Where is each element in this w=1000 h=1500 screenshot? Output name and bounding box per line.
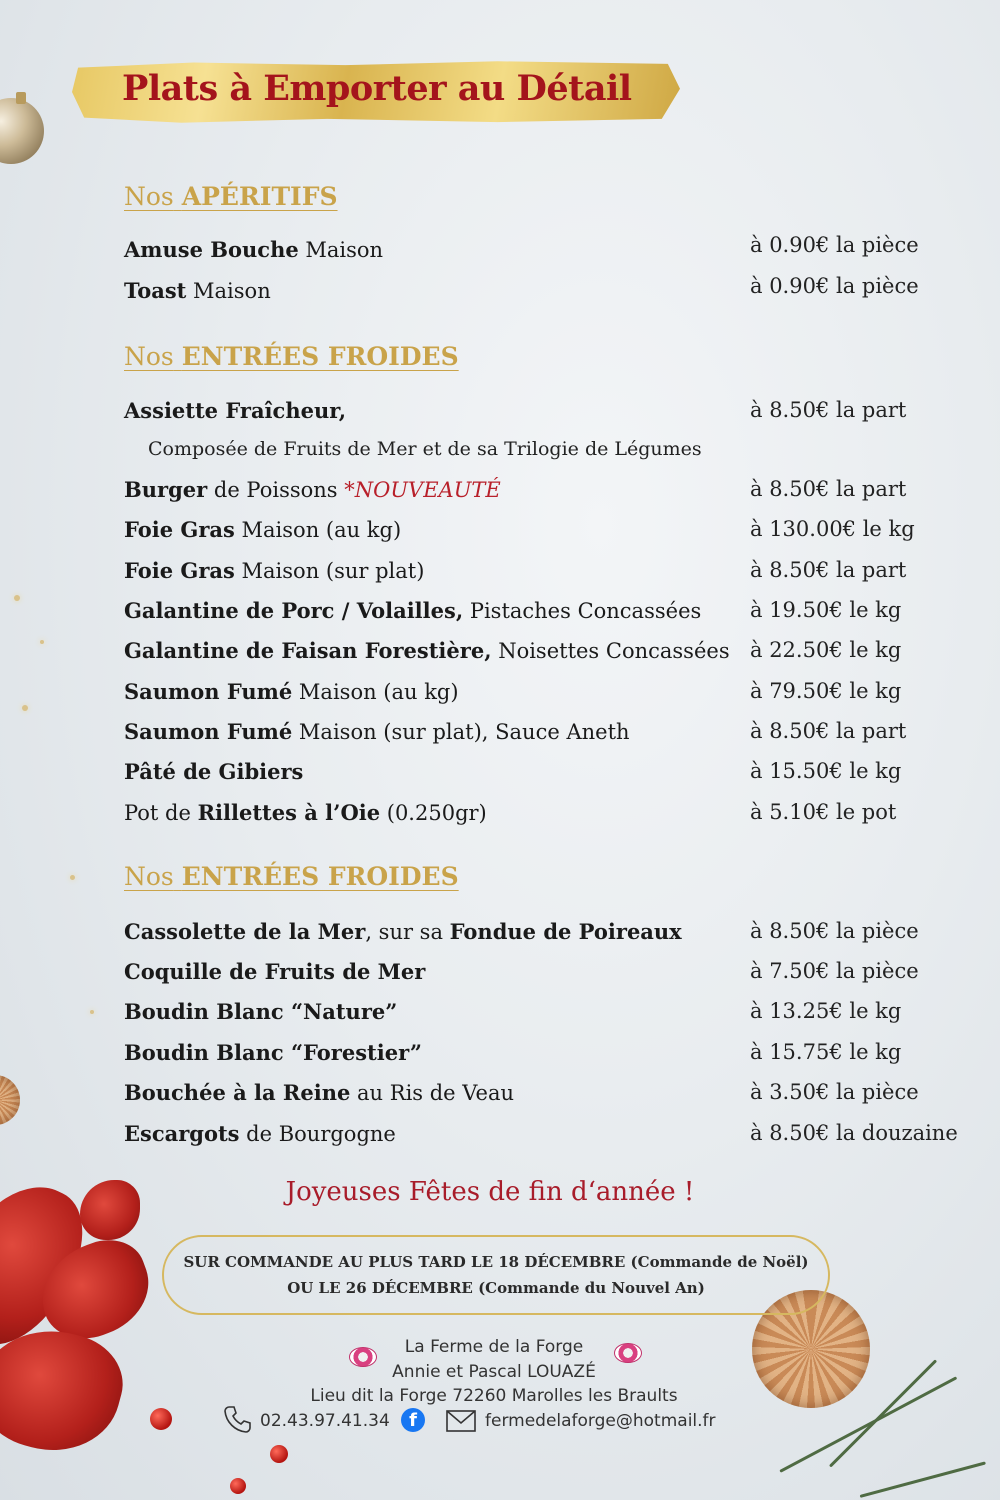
item-name-bold: Escargots: [124, 1121, 240, 1146]
item-name-bold: Galantine de Faisan Forestière,: [124, 638, 492, 663]
phone-link[interactable]: 02.43.97.41.34: [260, 1411, 390, 1431]
item-price: à 19.50€ le kg: [750, 598, 902, 622]
section-prefix: Nos: [124, 862, 174, 891]
menu-item: [124, 919, 964, 953]
item-price: à 0.90€ la pièce: [750, 233, 919, 257]
item-name-bold: Boudin Blanc “Forestier”: [124, 1040, 423, 1065]
item-name-rest: Pistaches Concassées: [463, 599, 702, 623]
item-name-bold: Foie Gras: [124, 517, 235, 542]
sparkle-decoration: [70, 875, 75, 880]
item-name-rest: de Poissons: [207, 478, 345, 502]
menu-item: [124, 759, 964, 793]
berry-decoration: [270, 1445, 288, 1463]
section-name: APÉRITIFS: [181, 182, 338, 211]
item-name-bold: Coquille de Fruits de Mer: [124, 959, 426, 984]
item-price: à 8.50€ la part: [750, 477, 907, 501]
menu-item: [124, 800, 964, 834]
item-name-bold: Burger: [124, 477, 208, 502]
item-description: Composée de Fruits de Mer et de sa Trilogie de Légumes: [148, 438, 702, 460]
menu-item: [124, 719, 964, 753]
item-name-rest: au Ris de Veau: [350, 1081, 514, 1105]
item-name-rest: Maison: [186, 279, 271, 303]
pinecone-decoration: [0, 1075, 20, 1125]
menu-item: [124, 517, 964, 551]
menu-item: [124, 999, 964, 1033]
item-name-rest: (0.250gr): [380, 801, 487, 825]
item-name-bold: Toast: [124, 278, 187, 303]
farm-name: La Ferme de la Forge: [404, 1337, 584, 1357]
item-name-bold: Saumon Fumé: [124, 679, 293, 704]
item-name-rest: Maison (sur plat): [234, 559, 425, 583]
facebook-icon[interactable]: f: [401, 1408, 425, 1432]
item-price: à 8.50€ la part: [750, 719, 907, 743]
item-name-bold: Rillettes à l’Oie: [197, 800, 381, 825]
item-name-rest: Noisettes Concassées: [491, 639, 730, 663]
menu-item: [124, 1080, 964, 1114]
item-name-rest: Maison (au kg): [292, 680, 459, 704]
item-price: à 8.50€ la pièce: [750, 919, 919, 943]
mail-icon: [446, 1410, 476, 1432]
order-deadline-line-1: SUR COMMANDE AU PLUS TARD LE 18 DÉCEMBRE (Commande de Noël): [183, 1253, 809, 1271]
item-name-bold: Bouchée à la Reine: [124, 1080, 351, 1105]
section-title-aperitifs: [124, 182, 338, 211]
item-name-bold: Pâté de Gibiers: [124, 759, 304, 784]
pine-branch-decoration: [860, 1461, 986, 1498]
menu-item: [124, 233, 964, 271]
phone-icon: [222, 1404, 252, 1434]
item-price: à 79.50€ le kg: [750, 679, 902, 703]
item-name-bold: Saumon Fumé: [124, 719, 293, 744]
menu-item: [124, 638, 964, 672]
item-name-rest: Maison (au kg): [234, 518, 402, 542]
section-title-entrees-froides-2: [124, 862, 459, 891]
berry-decoration: [230, 1478, 246, 1494]
item-name-bold-2: Fondue de Poireaux: [449, 919, 682, 944]
item-name-bold: Foie Gras: [124, 558, 235, 583]
item-name-rest: Maison: [298, 238, 384, 262]
sparkle-decoration: [22, 705, 28, 711]
menu-item: [124, 558, 964, 592]
page-title: Plats à Emporter au Détail: [122, 68, 632, 109]
email-link[interactable]: fermedelaforge@hotmail.fr: [485, 1411, 716, 1431]
item-price: à 13.25€ le kg: [750, 999, 902, 1023]
item-name-bold: Galantine de Porc / Volailles,: [124, 598, 464, 623]
menu-item: [124, 477, 964, 511]
menu-item: [124, 959, 964, 993]
sparkle-decoration: [14, 595, 20, 601]
item-name-bold: Cassolette de la Mer: [124, 919, 366, 944]
item-name-bold: Boudin Blanc “Nature”: [124, 999, 398, 1024]
item-price: à 130.00€ le kg: [750, 517, 915, 541]
item-price: à 8.50€ la part: [750, 398, 907, 422]
item-name-rest: Maison (sur plat), Sauce Aneth: [292, 720, 630, 744]
item-price: à 0.90€ la pièce: [750, 274, 919, 298]
item-name-rest: , sur sa: [365, 920, 450, 944]
item-price: à 22.50€ le kg: [750, 638, 902, 662]
farm-address: Lieu dit la Forge 72260 Marolles les Braults: [310, 1386, 678, 1406]
item-price: à 8.50€ la douzaine: [750, 1121, 958, 1145]
order-deadline-line-2: OU LE 26 DÉCEMBRE (Commande du Nouvel An): [287, 1279, 705, 1297]
item-price: à 8.50€ la part: [750, 558, 907, 582]
item-name-bold: Assiette Fraîcheur,: [124, 398, 347, 423]
sparkle-decoration: [90, 1010, 94, 1014]
menu-item: [124, 398, 964, 432]
item-name-rest: de Bourgogne: [239, 1122, 396, 1146]
item-name-pre: Pot de: [124, 801, 198, 825]
item-price: à 5.10€ le pot: [750, 800, 897, 824]
order-deadline-box: [162, 1235, 830, 1315]
item-price: à 7.50€ la pièce: [750, 959, 919, 983]
menu-item: [124, 1040, 964, 1074]
bauble-cap-decoration: [16, 92, 26, 104]
menu-item: [124, 679, 964, 713]
section-prefix: Nos: [124, 182, 174, 211]
item-price: à 15.50€ le kg: [750, 759, 902, 783]
menu-item: [124, 1121, 964, 1155]
holiday-greeting: Joyeuses Fêtes de fin d‘année !: [285, 1177, 695, 1207]
section-prefix: Nos: [124, 342, 174, 371]
item-name-bold: Amuse Bouche: [124, 237, 299, 262]
new-tag: *NOUVEAUTÉ: [344, 478, 501, 502]
berry-decoration: [150, 1408, 172, 1430]
item-price: à 15.75€ le kg: [750, 1040, 902, 1064]
sparkle-decoration: [40, 640, 44, 644]
farm-owners: Annie et Pascal LOUAZÉ: [392, 1362, 596, 1382]
section-name: ENTRÉES FROIDES: [181, 342, 459, 371]
menu-item: [124, 274, 964, 312]
item-price: à 3.50€ la pièce: [750, 1080, 919, 1104]
menu-item: [124, 598, 964, 632]
section-title-entrees-froides: [124, 342, 459, 371]
section-name: ENTRÉES FROIDES: [181, 862, 459, 891]
bauble-decoration: [0, 98, 44, 164]
